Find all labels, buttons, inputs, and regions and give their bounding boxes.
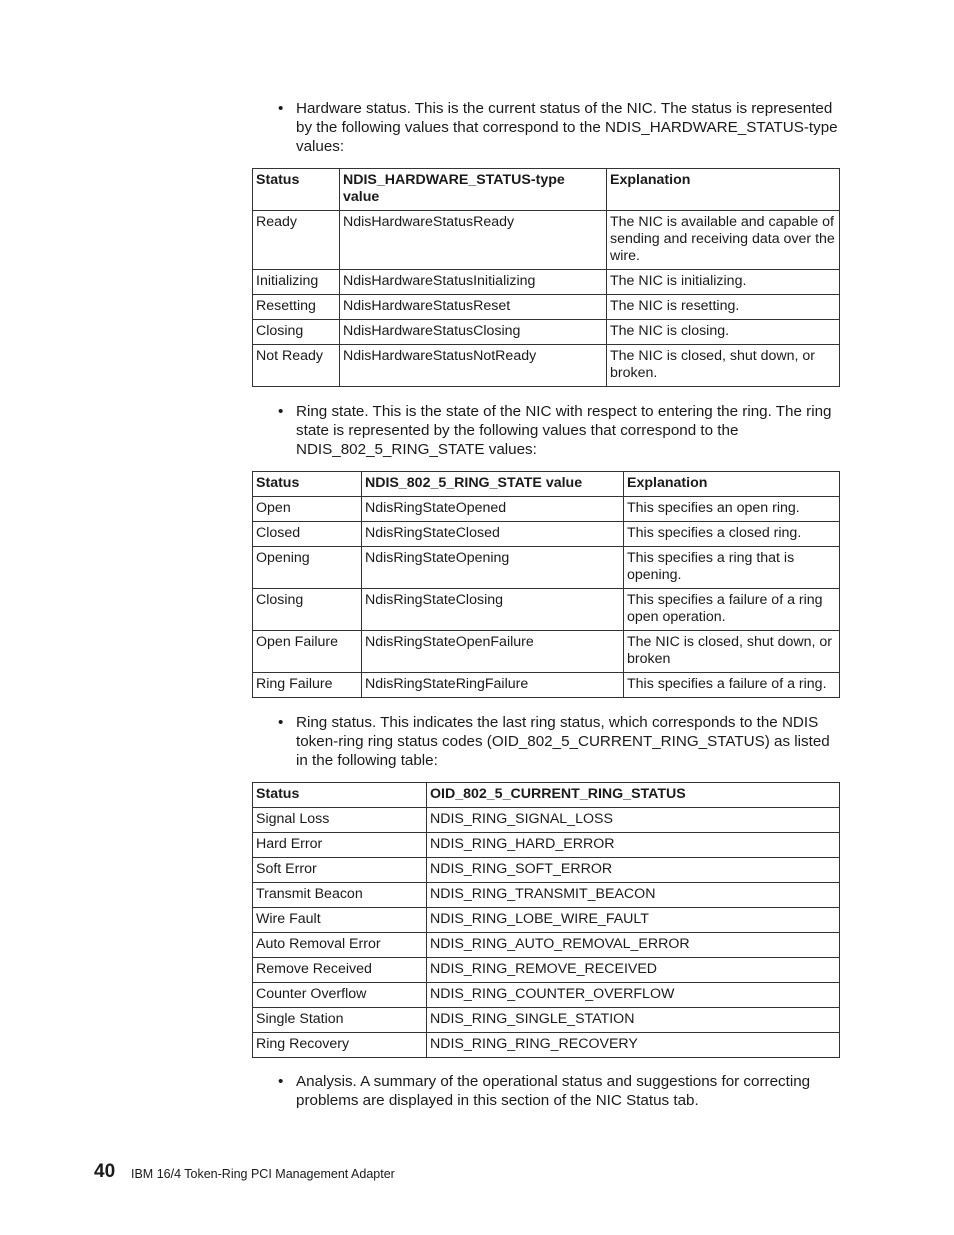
- status-cell: Not Ready: [253, 345, 340, 387]
- status-cell: Soft Error: [253, 858, 427, 883]
- table-row: [253, 1008, 840, 1033]
- table-row: [253, 547, 840, 589]
- code-cell: NDIS_RING_AUTO_REMOVAL_ERROR: [427, 933, 840, 958]
- status-cell: Closing: [253, 320, 340, 345]
- bullet-text: Ring status. This indicates the last ring status, which corresponds to the NDIS token-ring ring status codes (OID_802_5_CURRENT_RING_STATUS) as listed in the following table:: [296, 714, 830, 769]
- bullet-ring-status: [278, 713, 838, 770]
- value-cell: NdisHardwareStatusNotReady: [340, 345, 607, 387]
- column-header: Status: [253, 472, 362, 497]
- status-cell: Single Station: [253, 1008, 427, 1033]
- status-cell: Remove Received: [253, 958, 427, 983]
- bullet-text: Analysis. A summary of the operational status and suggestions for correcting problems are displayed in this section of the NIC Status tab.: [296, 1073, 811, 1109]
- status-cell: Ready: [253, 211, 340, 270]
- value-cell: NdisRingStateRingFailure: [362, 673, 624, 698]
- status-cell: Initializing: [253, 270, 340, 295]
- table-row: [253, 345, 840, 387]
- explanation-cell: This specifies a failure of a ring open operation.: [624, 589, 840, 631]
- status-cell: Counter Overflow: [253, 983, 427, 1008]
- value-cell: NdisRingStateClosed: [362, 522, 624, 547]
- table-row: [253, 320, 840, 345]
- column-header: Status: [253, 169, 340, 211]
- code-cell: NDIS_RING_LOBE_WIRE_FAULT: [427, 908, 840, 933]
- column-header: NDIS_802_5_RING_STATE value: [362, 472, 624, 497]
- page-footer: [94, 1161, 395, 1183]
- table-row: [253, 673, 840, 698]
- table-row: [253, 522, 840, 547]
- value-cell: NdisRingStateOpenFailure: [362, 631, 624, 673]
- code-cell: NDIS_RING_SIGNAL_LOSS: [427, 808, 840, 833]
- explanation-cell: The NIC is resetting.: [607, 295, 840, 320]
- table-header-row: [253, 783, 840, 808]
- bullet-ring-state: [278, 402, 838, 459]
- bullet-marker: •: [278, 1073, 284, 1090]
- table-row: [253, 883, 840, 908]
- status-cell: Ring Failure: [253, 673, 362, 698]
- table-row: [253, 631, 840, 673]
- bullet-analysis: [278, 1072, 838, 1110]
- explanation-cell: This specifies a closed ring.: [624, 522, 840, 547]
- column-header: Explanation: [607, 169, 840, 211]
- value-cell: NdisRingStateOpened: [362, 497, 624, 522]
- table-row: [253, 211, 840, 270]
- table-row: [253, 295, 840, 320]
- table-row: [253, 958, 840, 983]
- explanation-cell: This specifies a failure of a ring.: [624, 673, 840, 698]
- table-row: [253, 808, 840, 833]
- explanation-cell: The NIC is initializing.: [607, 270, 840, 295]
- status-cell: Transmit Beacon: [253, 883, 427, 908]
- table-row: [253, 497, 840, 522]
- value-cell: NdisRingStateClosing: [362, 589, 624, 631]
- bullet-marker: •: [278, 100, 284, 117]
- table-row: [253, 908, 840, 933]
- explanation-cell: This specifies an open ring.: [624, 497, 840, 522]
- value-cell: NdisHardwareStatusInitializing: [340, 270, 607, 295]
- column-header: NDIS_HARDWARE_STATUS-type value: [340, 169, 607, 211]
- explanation-cell: The NIC is closing.: [607, 320, 840, 345]
- status-cell: Ring Recovery: [253, 1033, 427, 1058]
- ring-state-table: [252, 471, 840, 698]
- status-cell: Open: [253, 497, 362, 522]
- status-cell: Wire Fault: [253, 908, 427, 933]
- table-row: [253, 983, 840, 1008]
- bullet-marker: •: [278, 403, 284, 420]
- table-header-row: [253, 472, 840, 497]
- column-header: Status: [253, 783, 427, 808]
- hardware-status-table: [252, 168, 840, 387]
- value-cell: NdisHardwareStatusReady: [340, 211, 607, 270]
- document-title: IBM 16/4 Token-Ring PCI Management Adapter: [131, 1167, 395, 1181]
- status-cell: Opening: [253, 547, 362, 589]
- value-cell: NdisHardwareStatusReset: [340, 295, 607, 320]
- status-cell: Closed: [253, 522, 362, 547]
- explanation-cell: The NIC is closed, shut down, or broken: [624, 631, 840, 673]
- explanation-cell: The NIC is available and capable of sending and receiving data over the wire.: [607, 211, 840, 270]
- status-cell: Open Failure: [253, 631, 362, 673]
- explanation-cell: The NIC is closed, shut down, or broken.: [607, 345, 840, 387]
- bullet-text: Ring state. This is the state of the NIC with respect to entering the ring. The ring state is represented by the following values that correspond to the NDIS_802_5_RING_STATE values:: [296, 403, 832, 458]
- table-row: [253, 858, 840, 883]
- column-header: Explanation: [624, 472, 840, 497]
- explanation-cell: This specifies a ring that is opening.: [624, 547, 840, 589]
- table-row: [253, 1033, 840, 1058]
- code-cell: NDIS_RING_COUNTER_OVERFLOW: [427, 983, 840, 1008]
- ring-status-table: [252, 782, 840, 1058]
- code-cell: NDIS_RING_SOFT_ERROR: [427, 858, 840, 883]
- bullet-marker: •: [278, 714, 284, 731]
- code-cell: NDIS_RING_SINGLE_STATION: [427, 1008, 840, 1033]
- status-cell: Auto Removal Error: [253, 933, 427, 958]
- table-row: [253, 833, 840, 858]
- table-row: [253, 933, 840, 958]
- column-header: OID_802_5_CURRENT_RING_STATUS: [427, 783, 840, 808]
- bullet-text: Hardware status. This is the current status of the NIC. The status is represented by the following values that correspond to the NDIS_HARDWARE_STATUS-type values:: [296, 100, 838, 155]
- code-cell: NDIS_RING_REMOVE_RECEIVED: [427, 958, 840, 983]
- table-header-row: [253, 169, 840, 211]
- value-cell: NdisRingStateOpening: [362, 547, 624, 589]
- table-row: [253, 589, 840, 631]
- code-cell: NDIS_RING_RING_RECOVERY: [427, 1033, 840, 1058]
- bullet-hardware-status: [278, 99, 838, 156]
- status-cell: Signal Loss: [253, 808, 427, 833]
- status-cell: Hard Error: [253, 833, 427, 858]
- table-row: [253, 270, 840, 295]
- status-cell: Resetting: [253, 295, 340, 320]
- value-cell: NdisHardwareStatusClosing: [340, 320, 607, 345]
- code-cell: NDIS_RING_TRANSMIT_BEACON: [427, 883, 840, 908]
- code-cell: NDIS_RING_HARD_ERROR: [427, 833, 840, 858]
- status-cell: Closing: [253, 589, 362, 631]
- page-number: 40: [94, 1161, 116, 1182]
